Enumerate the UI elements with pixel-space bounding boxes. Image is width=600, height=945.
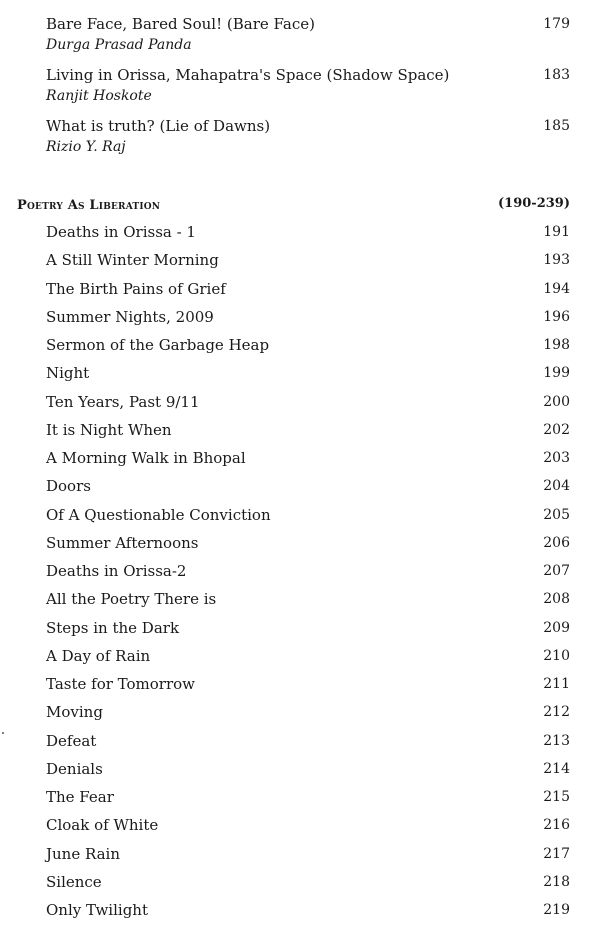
poem-page-number: 198 (543, 337, 570, 353)
poem-entry (46, 223, 570, 241)
poem-page-number: 210 (543, 647, 570, 664)
entry-page-number: 185 (543, 118, 570, 134)
poem-page-number: 217 (543, 845, 570, 862)
poem-entry (46, 732, 570, 750)
poem-title: Taste for Tomorrow (46, 675, 196, 693)
poem-page-number: 212 (543, 704, 570, 721)
section-title: Poetry As Liberation (17, 198, 161, 213)
poem-title: Steps in the Dark (46, 618, 180, 637)
poem-title: Summer Nights, 2009 (46, 307, 214, 326)
poem-entry (46, 760, 570, 778)
poem-entry (46, 647, 570, 665)
poem-page-number: 219 (543, 902, 570, 918)
poem-entry (46, 675, 570, 693)
poem-page-number: 204 (543, 478, 570, 495)
poem-title: Sermon of the Garbage Heap (46, 336, 270, 354)
poem-page-number: 193 (543, 252, 570, 269)
poem-entry (46, 393, 570, 411)
poem-entry (46, 477, 570, 495)
entry-title: Living in Orissa, Mahapatra's Space (Shadow Space) (46, 66, 450, 84)
section-heading (17, 194, 570, 214)
poem-title: Cloak of White (46, 816, 159, 835)
poem-title: The Fear (46, 788, 114, 806)
poem-entry (46, 619, 570, 637)
entry-author: Rizio Y. Raj (46, 139, 126, 155)
poem-entry (46, 873, 570, 891)
poem-page-number: 200 (543, 393, 570, 410)
poem-title: A Morning Walk in Bhopal (46, 449, 246, 467)
entry-author: Durga Prasad Panda (46, 37, 192, 53)
poem-title: A Day of Rain (46, 646, 151, 665)
poem-entry (46, 364, 570, 382)
poem-page-number: 206 (543, 534, 570, 551)
poem-page-number: 218 (543, 873, 570, 890)
poem-entry (46, 251, 570, 269)
poem-title: A Still Winter Morning (46, 251, 219, 270)
poem-page-number: 196 (543, 308, 570, 325)
poem-page-number: 209 (543, 619, 570, 636)
poem-page-number: 216 (543, 817, 570, 834)
toc-entry (46, 117, 570, 156)
entry-page-number: 183 (543, 67, 570, 83)
poem-page-number: 208 (543, 591, 570, 608)
poem-title: Deaths in Orissa - 1 (46, 223, 196, 241)
poem-title: It is Night When (46, 420, 172, 439)
poem-entry (46, 590, 570, 608)
poem-title: Defeat (46, 731, 97, 750)
poem-entry (46, 562, 570, 580)
entry-title: Bare Face, Bared Soul! (Bare Face) (46, 15, 315, 33)
poem-page-number: 194 (543, 280, 570, 297)
poem-page-number: 205 (543, 506, 570, 523)
poem-page-number: 215 (543, 789, 570, 805)
poem-entry (46, 845, 570, 863)
poem-title: All the Poetry There is (46, 590, 217, 609)
poem-entry (46, 280, 570, 298)
stray-mark (2, 732, 4, 734)
poem-page-number: 202 (543, 421, 570, 438)
poem-entry (46, 816, 570, 834)
poem-title: Silence (46, 872, 102, 891)
poem-entry (46, 308, 570, 326)
poem-page-number: 214 (543, 760, 570, 777)
entry-page-number: 179 (543, 16, 570, 32)
section-page-range: (190-239) (498, 196, 570, 211)
poem-page-number: 207 (543, 563, 570, 579)
poem-title: Deaths in Orissa-2 (46, 562, 187, 580)
entry-author: Ranjit Hoskote (46, 88, 152, 104)
entry-title: What is truth? (Lie of Dawns) (46, 117, 271, 135)
poem-entry (46, 506, 570, 524)
poem-title: Summer Afternoons (46, 533, 199, 552)
poem-title: June Rain (46, 844, 121, 863)
poem-entry (46, 421, 570, 439)
poem-page-number: 213 (543, 732, 570, 749)
poem-entry (46, 901, 570, 919)
poem-entry (46, 788, 570, 806)
poem-entry (46, 703, 570, 721)
poem-title: Denials (46, 759, 103, 778)
poem-entry (46, 449, 570, 467)
poem-page-number: 211 (543, 676, 570, 692)
poem-page-number: 199 (543, 365, 570, 382)
poem-title: Doors (46, 477, 91, 496)
poem-title: Moving (46, 703, 103, 722)
poem-page-number: 191 (543, 224, 570, 240)
toc-entry (46, 66, 570, 105)
toc-entry (46, 15, 570, 54)
poem-entry (46, 336, 570, 354)
poem-title: The Birth Pains of Grief (46, 279, 226, 298)
poem-title: Night (46, 364, 90, 383)
poem-title: Of A Questionable Conviction (46, 505, 271, 524)
poem-page-number: 203 (543, 450, 570, 466)
poem-title: Ten Years, Past 9/11 (46, 392, 200, 411)
poem-entry (46, 534, 570, 552)
poem-title: Only Twilight (46, 901, 148, 919)
